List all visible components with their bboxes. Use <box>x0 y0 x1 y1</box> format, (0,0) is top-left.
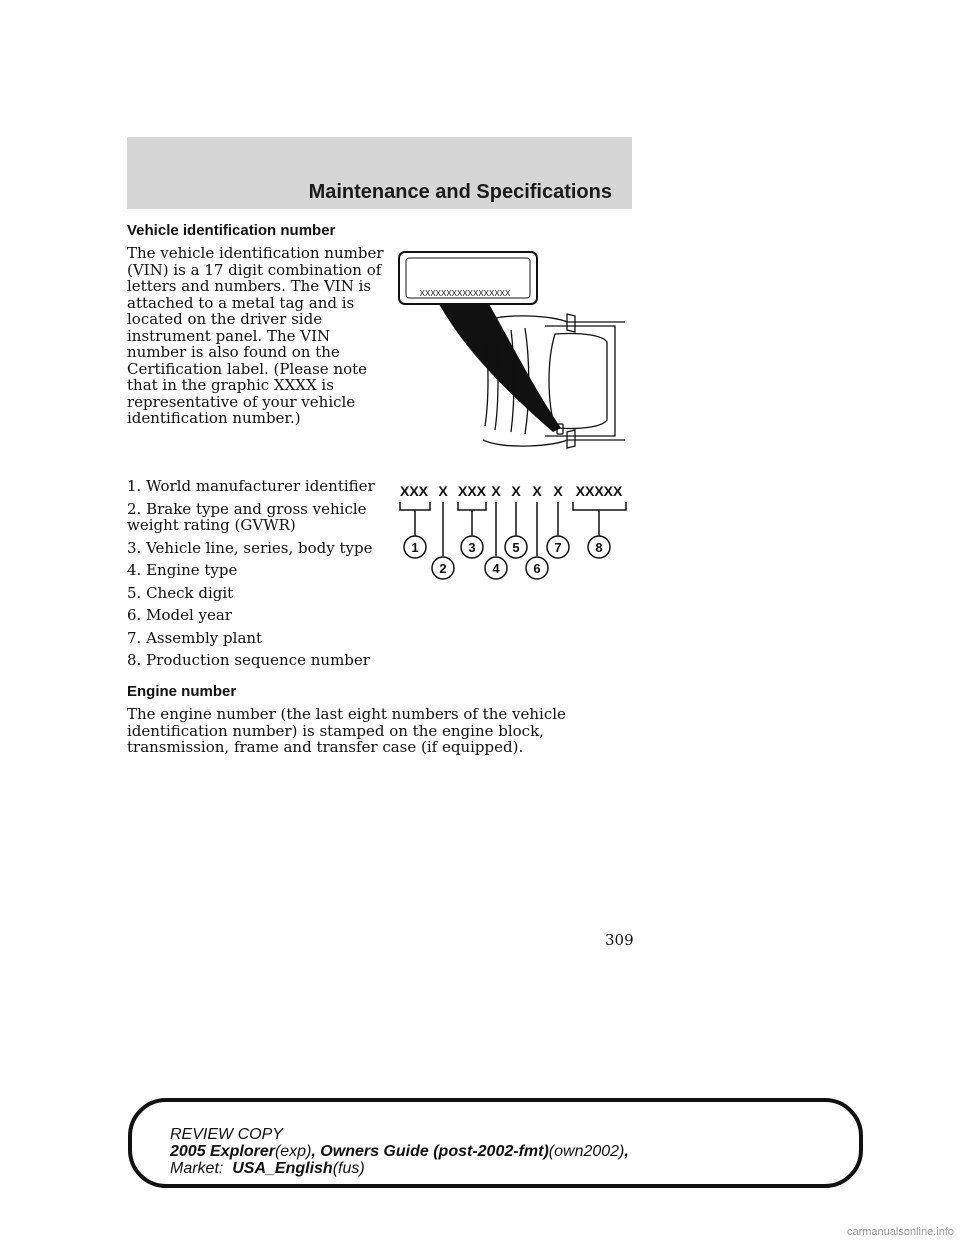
list-item: 6. Model year <box>127 606 232 624</box>
list-item: 5. Check digit <box>127 583 234 602</box>
list-item: 7. Assembly plant <box>127 628 263 647</box>
callout-4: 4 <box>492 561 500 576</box>
callout-7: 7 <box>554 540 562 555</box>
section-header-band <box>127 137 632 209</box>
page-number: 309 <box>605 931 634 949</box>
footer-text <box>170 1126 629 1177</box>
vin-component-list <box>127 478 387 675</box>
engine-number-section <box>127 683 632 756</box>
vin-group-6: X <box>532 483 542 499</box>
callout-6: 6 <box>533 561 541 576</box>
callout-2: 2 <box>439 561 447 576</box>
list-item: 3. Vehicle line, series, body type <box>127 538 373 557</box>
vin-group-7: X <box>553 483 563 499</box>
vin-group-2: X <box>438 483 448 499</box>
vin-location-illustration <box>385 240 630 465</box>
list-item: 8. Production sequence number <box>127 651 370 669</box>
review-copy-footer <box>128 1098 863 1188</box>
engine-heading: Engine number <box>127 683 237 700</box>
engine-paragraph: The engine number (the last eight numbers of the vehicle identification number) is stamped on the engine block, transmission, frame and transfer case (if equipped). <box>127 705 566 756</box>
section-title: Maintenance and Specifications <box>308 181 612 203</box>
list-item: 2. Brake type and gross vehicle weight rating (GVWR) <box>127 499 367 534</box>
vin-group-8: XXXXX <box>575 483 623 499</box>
vin-group-4: X <box>491 483 501 499</box>
vin-paragraph: The vehicle identification number (VIN) is a 17 digit combination of letters and numbers. The VIN is attached to a metal tag and is located on the driver side instrument panel. The VIN number is also found on the Certification label. (Please note that in the graphic XXXX is representative of your vehicle identification number.) <box>127 244 384 427</box>
vin-group-1: XXX <box>399 483 429 499</box>
vin-plate-text: XXXXXXXXXXXXXXXXX <box>419 289 511 298</box>
callout-8: 8 <box>595 540 603 555</box>
list-item: 1. World manufacturer identifier <box>127 477 375 495</box>
vin-heading: Vehicle identification number <box>127 222 336 239</box>
list-item: 4. Engine type <box>127 561 238 579</box>
footer-line-2: 2005 Explorer(exp), Owners Guide (post-2002-fmt)(own2002), <box>170 1143 629 1160</box>
watermark: carmanualsonline.info <box>846 1226 954 1238</box>
vin-breakdown-diagram <box>390 480 640 590</box>
callout-1: 1 <box>411 540 419 555</box>
callout-5: 5 <box>512 540 520 555</box>
footer-line-3: Market: USA_English(fus) <box>170 1160 365 1177</box>
vin-group-5: X <box>511 483 521 499</box>
vin-group-3: XXX <box>457 483 487 499</box>
callout-3: 3 <box>468 540 476 555</box>
footer-line-1: REVIEW COPY <box>170 1126 283 1143</box>
